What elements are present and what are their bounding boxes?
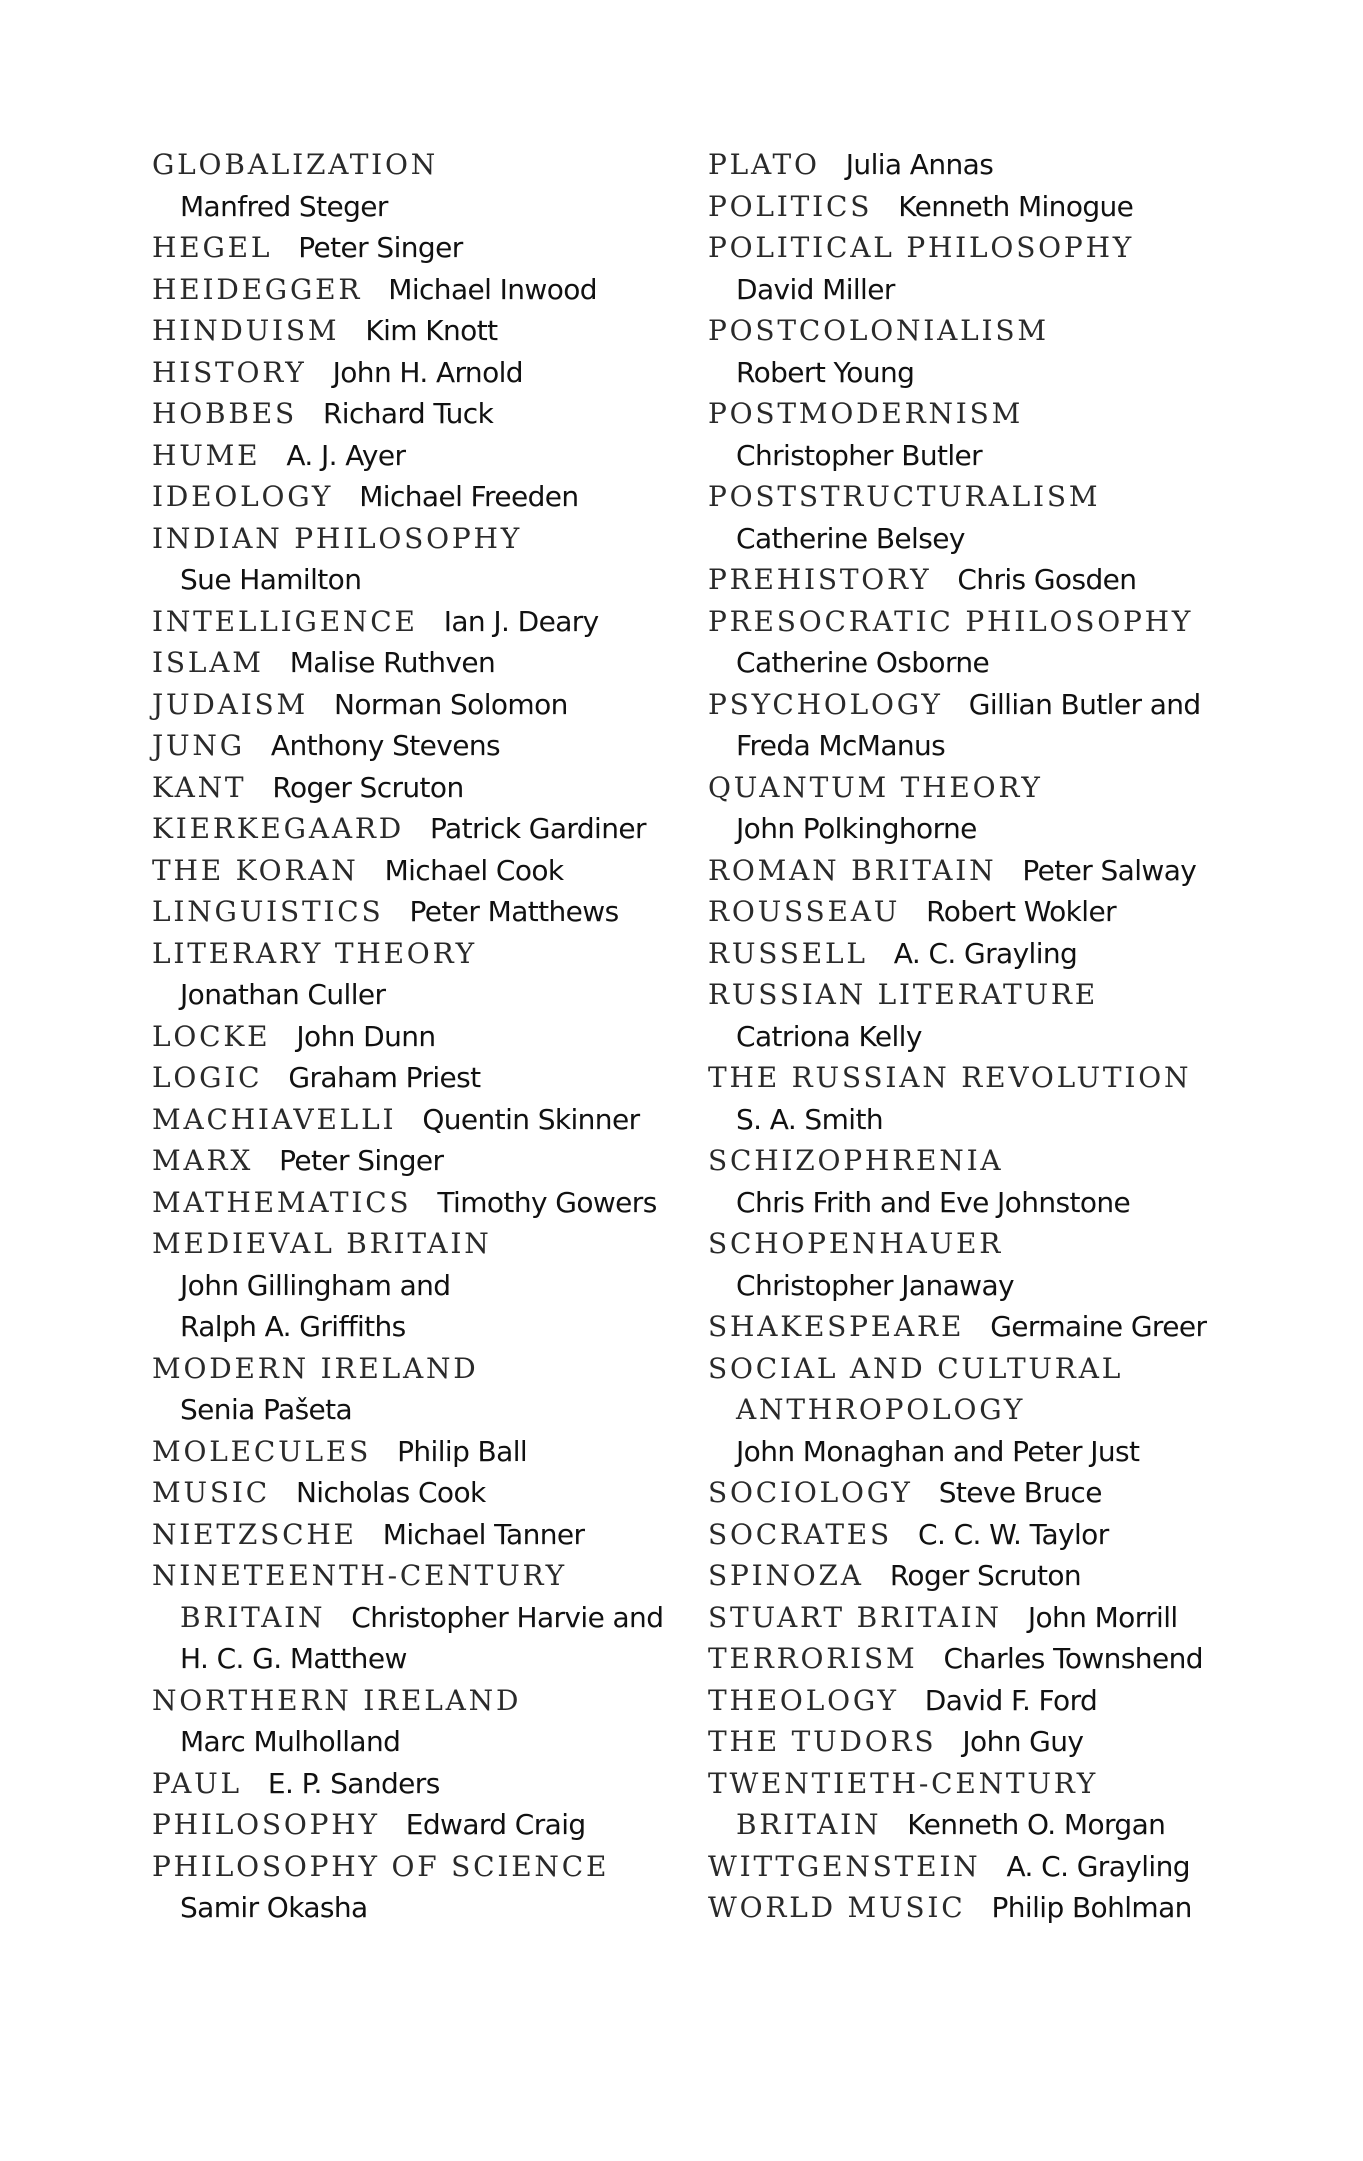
list-item xyxy=(708,1016,1268,1058)
subject-title: BRITAIN xyxy=(736,1808,882,1841)
subject-title: STUART BRITAIN xyxy=(708,1600,1002,1634)
author-name: Freda McManus xyxy=(736,729,946,762)
subject-title: WITTGENSTEIN xyxy=(708,1849,981,1883)
list-item xyxy=(152,974,692,1016)
list-item xyxy=(152,310,692,352)
subject-title: QUANTUM THEORY xyxy=(708,770,1043,804)
author-name: Chris Frith and Eve Johnstone xyxy=(736,1185,1131,1219)
author-name: E. P. Sanders xyxy=(267,1766,440,1800)
list-item xyxy=(708,1680,1268,1722)
list-item xyxy=(708,1555,1268,1597)
author-name: Peter Matthews xyxy=(409,895,619,928)
list-item xyxy=(708,1721,1268,1763)
subject-title: LOCKE xyxy=(152,1019,271,1053)
subject-title: ROMAN BRITAIN xyxy=(708,853,997,887)
list-item xyxy=(708,435,1268,477)
author-name: John Guy xyxy=(962,1725,1084,1758)
author-name: A. C. Grayling xyxy=(893,936,1078,970)
author-name: Christopher Janaway xyxy=(736,1268,1014,1302)
list-item xyxy=(152,1804,692,1846)
author-name: Sue Hamilton xyxy=(180,563,362,596)
list-item xyxy=(152,1057,692,1099)
subject-title: THE KORAN xyxy=(152,853,359,887)
list-item xyxy=(708,1223,1268,1265)
list-item xyxy=(152,1099,692,1141)
subject-title: NINETEENTH-CENTURY xyxy=(152,1559,567,1592)
list-item xyxy=(152,1265,692,1307)
list-item xyxy=(708,725,1268,767)
author-name: Manfred Steger xyxy=(180,189,388,223)
subject-title: IDEOLOGY xyxy=(152,480,334,513)
subject-title: POLITICAL PHILOSOPHY xyxy=(708,231,1135,264)
author-name: Nicholas Cook xyxy=(295,1476,486,1509)
list-item xyxy=(708,1182,1268,1224)
list-item xyxy=(152,642,692,684)
author-name: Michael Tanner xyxy=(382,1517,585,1551)
subject-title: NIETZSCHE xyxy=(152,1517,357,1551)
author-name: Peter Salway xyxy=(1022,853,1197,887)
subject-title: ANTHROPOLOGY xyxy=(736,1393,1026,1426)
author-name: S. A. Smith xyxy=(736,1102,883,1136)
author-name: John Monaghan and Peter Just xyxy=(736,1434,1140,1468)
subject-title: LINGUISTICS xyxy=(152,895,384,928)
subject-title: ISLAM xyxy=(152,646,264,679)
list-item xyxy=(708,227,1268,269)
author-name: Malise Ruthven xyxy=(289,646,496,679)
subject-title: KIERKEGAARD xyxy=(152,812,404,845)
list-item xyxy=(152,1223,692,1265)
author-name: A. C. Grayling xyxy=(1006,1849,1190,1883)
subject-title: SPINOZA xyxy=(708,1559,864,1592)
subject-title: HINDUISM xyxy=(152,314,340,347)
list-item xyxy=(152,1555,692,1597)
list-item xyxy=(152,227,692,269)
list-item xyxy=(708,1763,1268,1805)
subject-title: SCHIZOPHRENIA xyxy=(708,1144,1004,1177)
list-item xyxy=(152,393,692,435)
list-item xyxy=(708,684,1268,726)
subject-title: PLATO xyxy=(708,148,820,181)
subject-title: RUSSIAN LITERATURE xyxy=(708,978,1098,1011)
author-name: John Polkinghorne xyxy=(736,812,977,845)
author-name: Peter Singer xyxy=(298,231,463,264)
author-name: Patrick Gardiner xyxy=(430,812,646,845)
list-item xyxy=(152,767,692,809)
subject-title: PHILOSOPHY xyxy=(152,1808,380,1841)
list-item xyxy=(708,144,1268,186)
list-item xyxy=(152,559,692,601)
author-name: Samir Okasha xyxy=(180,1891,368,1924)
subject-title: HEIDEGGER xyxy=(152,272,363,306)
author-name: John H. Arnold xyxy=(332,355,523,389)
author-name: John Dunn xyxy=(296,1019,436,1053)
subject-title: PREHISTORY xyxy=(708,563,932,596)
author-name: Ian J. Deary xyxy=(443,604,599,638)
subject-title: INTELLIGENCE xyxy=(152,604,418,638)
subject-title: POLITICS xyxy=(708,189,873,223)
author-name: Roger Scruton xyxy=(272,770,464,804)
subject-title: MOLECULES xyxy=(152,1434,372,1468)
subject-title: JUDAISM xyxy=(152,687,309,721)
author-name: Graham Priest xyxy=(288,1061,481,1094)
author-name: C. C. W. Taylor xyxy=(918,1517,1109,1551)
subject-title: KANT xyxy=(152,770,247,804)
subject-title: THE RUSSIAN REVOLUTION xyxy=(708,1061,1192,1094)
list-item xyxy=(152,1348,692,1390)
list-item xyxy=(152,144,692,186)
list-item xyxy=(152,1763,692,1805)
author-name: Catherine Osborne xyxy=(736,646,990,679)
subject-title: BRITAIN xyxy=(180,1600,326,1634)
author-name: Roger Scruton xyxy=(889,1559,1082,1592)
subject-title: LITERARY THEORY xyxy=(152,936,477,970)
author-name: Julia Annas xyxy=(845,148,994,181)
list-item xyxy=(708,974,1268,1016)
author-name: Ralph A. Griffiths xyxy=(180,1310,406,1343)
right-column xyxy=(708,144,1268,1929)
list-item xyxy=(708,1265,1268,1307)
author-name: Robert Young xyxy=(736,355,915,389)
author-name: Anthony Stevens xyxy=(270,729,500,762)
subject-title: GLOBALIZATION xyxy=(152,148,439,181)
left-column xyxy=(152,144,692,1929)
subject-title: HUME xyxy=(152,438,261,472)
subject-title: MEDIEVAL BRITAIN xyxy=(152,1227,492,1260)
author-name: Kim Knott xyxy=(365,314,498,347)
list-item xyxy=(152,1597,692,1639)
list-item xyxy=(708,642,1268,684)
author-name: Edward Craig xyxy=(405,1808,586,1841)
list-item xyxy=(152,1431,692,1473)
list-item xyxy=(708,186,1268,228)
author-name: Marc Mulholland xyxy=(180,1725,401,1758)
author-name: Chris Gosden xyxy=(957,563,1137,596)
author-name: Germaine Greer xyxy=(990,1310,1207,1343)
list-item xyxy=(152,269,692,311)
subject-title: INDIAN PHILOSOPHY xyxy=(152,521,523,555)
subject-title: JUNG xyxy=(152,729,245,762)
list-item xyxy=(152,1846,692,1888)
list-item xyxy=(708,1472,1268,1514)
author-name: Michael Inwood xyxy=(388,272,597,306)
subject-title: SOCRATES xyxy=(708,1517,893,1551)
list-item xyxy=(708,767,1268,809)
subject-title: POSTMODERNISM xyxy=(708,397,1024,430)
author-name: Michael Cook xyxy=(384,853,564,887)
author-name: Catherine Belsey xyxy=(736,521,965,555)
author-name: H. C. G. Matthew xyxy=(180,1642,407,1675)
list-item xyxy=(708,559,1268,601)
list-item xyxy=(152,186,692,228)
subject-title: TWENTIETH-CENTURY xyxy=(708,1766,1099,1800)
list-item xyxy=(708,1846,1268,1888)
author-name: Michael Freeden xyxy=(359,480,579,513)
author-name: A. J. Ayer xyxy=(286,438,406,472)
list-item xyxy=(708,1804,1268,1846)
subject-title: PRESOCRATIC PHILOSOPHY xyxy=(708,604,1194,638)
list-item xyxy=(708,1057,1268,1099)
list-item xyxy=(708,1348,1268,1390)
author-name: Norman Solomon xyxy=(334,687,568,721)
author-name: Catriona Kelly xyxy=(736,1019,922,1053)
list-item xyxy=(152,435,692,477)
author-name: Kenneth Minogue xyxy=(898,189,1134,223)
author-name: Charles Townshend xyxy=(943,1642,1203,1675)
subject-title: SOCIAL AND CULTURAL xyxy=(708,1351,1124,1385)
list-item xyxy=(708,1597,1268,1639)
list-item xyxy=(152,352,692,394)
list-item xyxy=(152,1389,692,1431)
list-item xyxy=(708,850,1268,892)
list-item xyxy=(152,476,692,518)
list-item xyxy=(152,1680,692,1722)
author-name: Richard Tuck xyxy=(322,397,494,430)
subject-title: SOCIOLOGY xyxy=(708,1476,913,1509)
list-item xyxy=(708,1514,1268,1556)
list-item xyxy=(708,1306,1268,1348)
list-item xyxy=(152,933,692,975)
subject-title: POSTSTRUCTURALISM xyxy=(708,480,1101,513)
author-name: Peter Singer xyxy=(279,1144,444,1177)
subject-title: PSYCHOLOGY xyxy=(708,687,943,721)
list-item xyxy=(708,352,1268,394)
author-name: Philip Ball xyxy=(397,1434,528,1468)
subject-title: SHAKESPEARE xyxy=(708,1310,965,1343)
list-item xyxy=(708,1389,1268,1431)
list-item xyxy=(152,1887,692,1929)
list-item xyxy=(708,393,1268,435)
subject-title: MARX xyxy=(152,1144,254,1177)
subject-title: ROUSSEAU xyxy=(708,895,901,928)
author-name: Philip Bohlman xyxy=(991,1891,1192,1924)
subject-title: WORLD MUSIC xyxy=(708,1891,966,1924)
list-item xyxy=(708,1140,1268,1182)
list-item xyxy=(152,891,692,933)
list-item xyxy=(152,808,692,850)
author-name: Jonathan Culler xyxy=(180,978,386,1011)
list-item xyxy=(152,725,692,767)
list-item xyxy=(152,1182,692,1224)
list-item xyxy=(152,1472,692,1514)
list-item xyxy=(708,1887,1268,1929)
list-item xyxy=(152,1514,692,1556)
list-item xyxy=(708,518,1268,560)
author-name: Steve Bruce xyxy=(938,1476,1102,1509)
author-name: Kenneth O. Morgan xyxy=(907,1808,1166,1841)
list-item xyxy=(708,1099,1268,1141)
list-item xyxy=(708,269,1268,311)
subject-title: PHILOSOPHY OF SCIENCE xyxy=(152,1849,610,1883)
subject-title: POSTCOLONIALISM xyxy=(708,314,1049,347)
list-item xyxy=(152,1140,692,1182)
subject-title: MUSIC xyxy=(152,1476,270,1509)
subject-title: PAUL xyxy=(152,1766,242,1800)
subject-title: THEOLOGY xyxy=(708,1683,899,1717)
author-name: Timothy Gowers xyxy=(437,1185,657,1219)
subject-title: HEGEL xyxy=(152,231,273,264)
subject-title: HISTORY xyxy=(152,355,307,389)
subject-title: RUSSELL xyxy=(708,936,868,970)
list-item xyxy=(708,891,1268,933)
list-item xyxy=(152,1016,692,1058)
author-name: David F. Ford xyxy=(924,1683,1098,1717)
author-name: Christopher Harvie and xyxy=(351,1600,664,1634)
list-item xyxy=(708,476,1268,518)
subject-title: SCHOPENHAUER xyxy=(708,1227,1004,1260)
subject-title: MODERN IRELAND xyxy=(152,1351,479,1385)
list-item xyxy=(708,808,1268,850)
subject-title: MACHIAVELLI xyxy=(152,1102,397,1136)
author-name: Christopher Butler xyxy=(736,438,983,472)
author-name: John Gillingham and xyxy=(180,1268,451,1302)
list-item xyxy=(708,1638,1268,1680)
subject-title: MATHEMATICS xyxy=(152,1185,412,1219)
subject-title: HOBBES xyxy=(152,397,297,430)
author-name: Robert Wokler xyxy=(926,895,1116,928)
subject-title: LOGIC xyxy=(152,1061,263,1094)
author-name: Gillian Butler and xyxy=(968,687,1201,721)
list-item xyxy=(708,310,1268,352)
list-item xyxy=(152,601,692,643)
subject-title: NORTHERN IRELAND xyxy=(152,1683,522,1717)
author-name: David Miller xyxy=(736,272,895,306)
list-item xyxy=(708,933,1268,975)
author-name: Quentin Skinner xyxy=(422,1102,640,1136)
list-item xyxy=(708,1431,1268,1473)
author-name: Senia Pašeta xyxy=(180,1393,353,1426)
list-item xyxy=(152,1638,692,1680)
list-item xyxy=(152,518,692,560)
list-item xyxy=(152,1306,692,1348)
list-item xyxy=(152,684,692,726)
author-name: John Morrill xyxy=(1027,1600,1178,1634)
list-item xyxy=(708,601,1268,643)
subject-title: TERRORISM xyxy=(708,1642,918,1675)
subject-title: THE TUDORS xyxy=(708,1725,937,1758)
list-item xyxy=(152,1721,692,1763)
list-item xyxy=(152,850,692,892)
